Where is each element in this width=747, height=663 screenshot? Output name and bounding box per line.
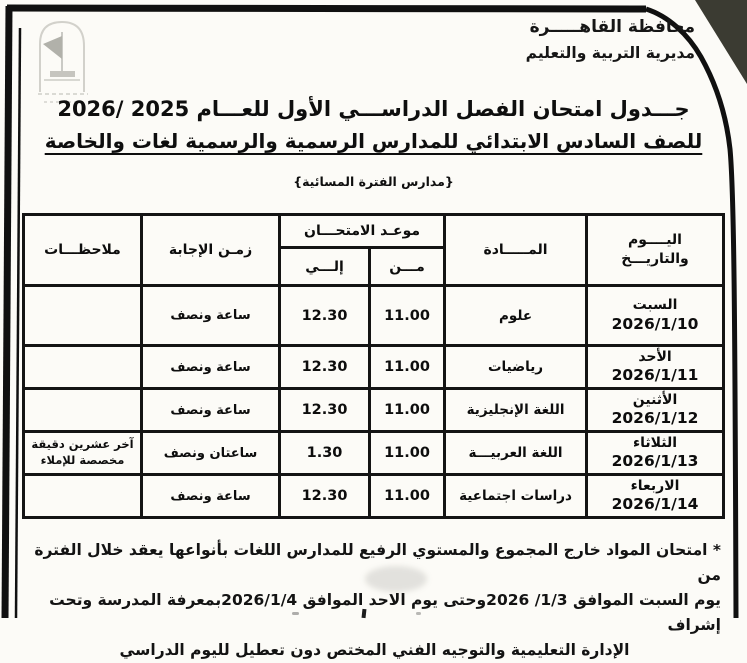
- day-name: الاربعاء: [630, 477, 680, 494]
- cell-to: 12.30: [280, 475, 370, 518]
- cutoff-text-mark: [292, 612, 299, 615]
- day-date: 2026/1/14: [611, 495, 699, 514]
- header-day-date: [587, 215, 724, 286]
- cell-day: [587, 286, 724, 346]
- footnote-line3: الإدارة التعليمية والتوجيه الفني المختص دون تعطيل لليوم الدراسي: [119, 641, 630, 659]
- cell-duration: ساعة ونصف: [142, 346, 280, 389]
- cell-subject: رياضيات: [445, 346, 587, 389]
- cell-from: 11.00: [370, 389, 445, 432]
- day-name: الأثنين: [632, 391, 678, 408]
- cell-note: [24, 286, 142, 346]
- day-date: 2026/1/10: [611, 314, 699, 333]
- cell-from: 11.00: [370, 432, 445, 475]
- header-subject: المـــــادة: [445, 215, 587, 286]
- schedule-title-line1: جـــدول امتحان الفصل الدراســـي الأول للعـــام 2025 /2026: [57, 97, 690, 121]
- header-notes: ملاحظـــات: [24, 215, 142, 286]
- cell-duration: ساعة ونصف: [142, 475, 280, 518]
- cell-duration: ساعة ونصف: [142, 286, 280, 346]
- header-day-line2: والتاريـــخ: [621, 251, 689, 267]
- day-date: 2026/1/13: [611, 452, 699, 471]
- evening-period-note: {مدارس الفترة المسائية}: [293, 174, 454, 189]
- border-left-outer-line: [5, 6, 9, 618]
- cell-day: [587, 475, 724, 518]
- footnote-line1: * امتحان المواد خارج المجموع والمستوي الرفيع للمدارس اللغات بأنواعها يعقد خلال الفترة من: [34, 541, 721, 584]
- day-date: 2026/1/12: [611, 409, 699, 428]
- cell-note: [24, 389, 142, 432]
- cell-from: 11.00: [370, 286, 445, 346]
- scan-smudge: [365, 566, 427, 592]
- cell-day: [587, 389, 724, 432]
- border-left-inner-line: [16, 28, 20, 618]
- cairo-governorate-emblem-icon: [30, 14, 108, 110]
- title-block: [42, 97, 705, 189]
- letterhead: [526, 17, 695, 62]
- table-row: [24, 432, 724, 475]
- cell-from: 11.00: [370, 346, 445, 389]
- cell-note: آخر عشرين دقيقة مخصصة للإملاء: [24, 432, 142, 475]
- header-exam-time-group: موعـد الامتحـــان: [280, 215, 445, 248]
- cell-subject: علوم: [445, 286, 587, 346]
- cell-duration: ساعة ونصف: [142, 389, 280, 432]
- table-header: [24, 215, 724, 286]
- cell-to: 12.30: [280, 346, 370, 389]
- letterhead-governorate: محافظة القاهـــــرة: [529, 17, 695, 37]
- letterhead-directorate: مديرية التربية والتعليم: [525, 44, 695, 62]
- table-row: [24, 389, 724, 432]
- exam-schedule-table: [22, 213, 725, 519]
- cell-to: 12.30: [280, 286, 370, 346]
- schedule-title-line2: للصف السادس الابتدائي للمدارس الرسمية والرسمية لغات والخاصة: [44, 129, 703, 153]
- cell-note: [24, 475, 142, 518]
- cell-subject: اللغة العربيـــة: [445, 432, 587, 475]
- cell-subject: دراسات اجتماعية: [445, 475, 587, 518]
- header-from: مـــن: [370, 248, 445, 286]
- footnote: [28, 538, 721, 663]
- table-row: [24, 475, 724, 518]
- cell-subject: اللغة الإنجليزية: [445, 389, 587, 432]
- table-row: [24, 286, 724, 346]
- cutoff-text-mark: [416, 612, 421, 615]
- day-date: 2026/1/11: [611, 366, 699, 385]
- cell-duration: ساعتان ونصف: [142, 432, 280, 475]
- header-duration: زمـن الإجابة: [142, 215, 280, 286]
- cell-to: 12.30: [280, 389, 370, 432]
- day-name: الثلاثاء: [632, 434, 678, 451]
- header-to: إلـــي: [280, 248, 370, 286]
- header-day-line1: اليــــوم: [628, 232, 682, 249]
- border-top-line: [7, 8, 646, 9]
- day-name: الأحد: [638, 348, 672, 365]
- day-name: السبت: [632, 297, 678, 314]
- cell-from: 11.00: [370, 475, 445, 518]
- cell-day: [587, 346, 724, 389]
- cell-to: 1.30: [280, 432, 370, 475]
- footnote-line2: يوم السبت الموافق 1/3/ 2026وحتى يوم الاحد الموافق 2026/1/4بمعرفة المدرسة وتحت إشراف: [49, 591, 721, 634]
- cell-note: [24, 346, 142, 389]
- cell-day: [587, 432, 724, 475]
- table-row: [24, 346, 724, 389]
- scan-corner-artifact: [695, 0, 747, 84]
